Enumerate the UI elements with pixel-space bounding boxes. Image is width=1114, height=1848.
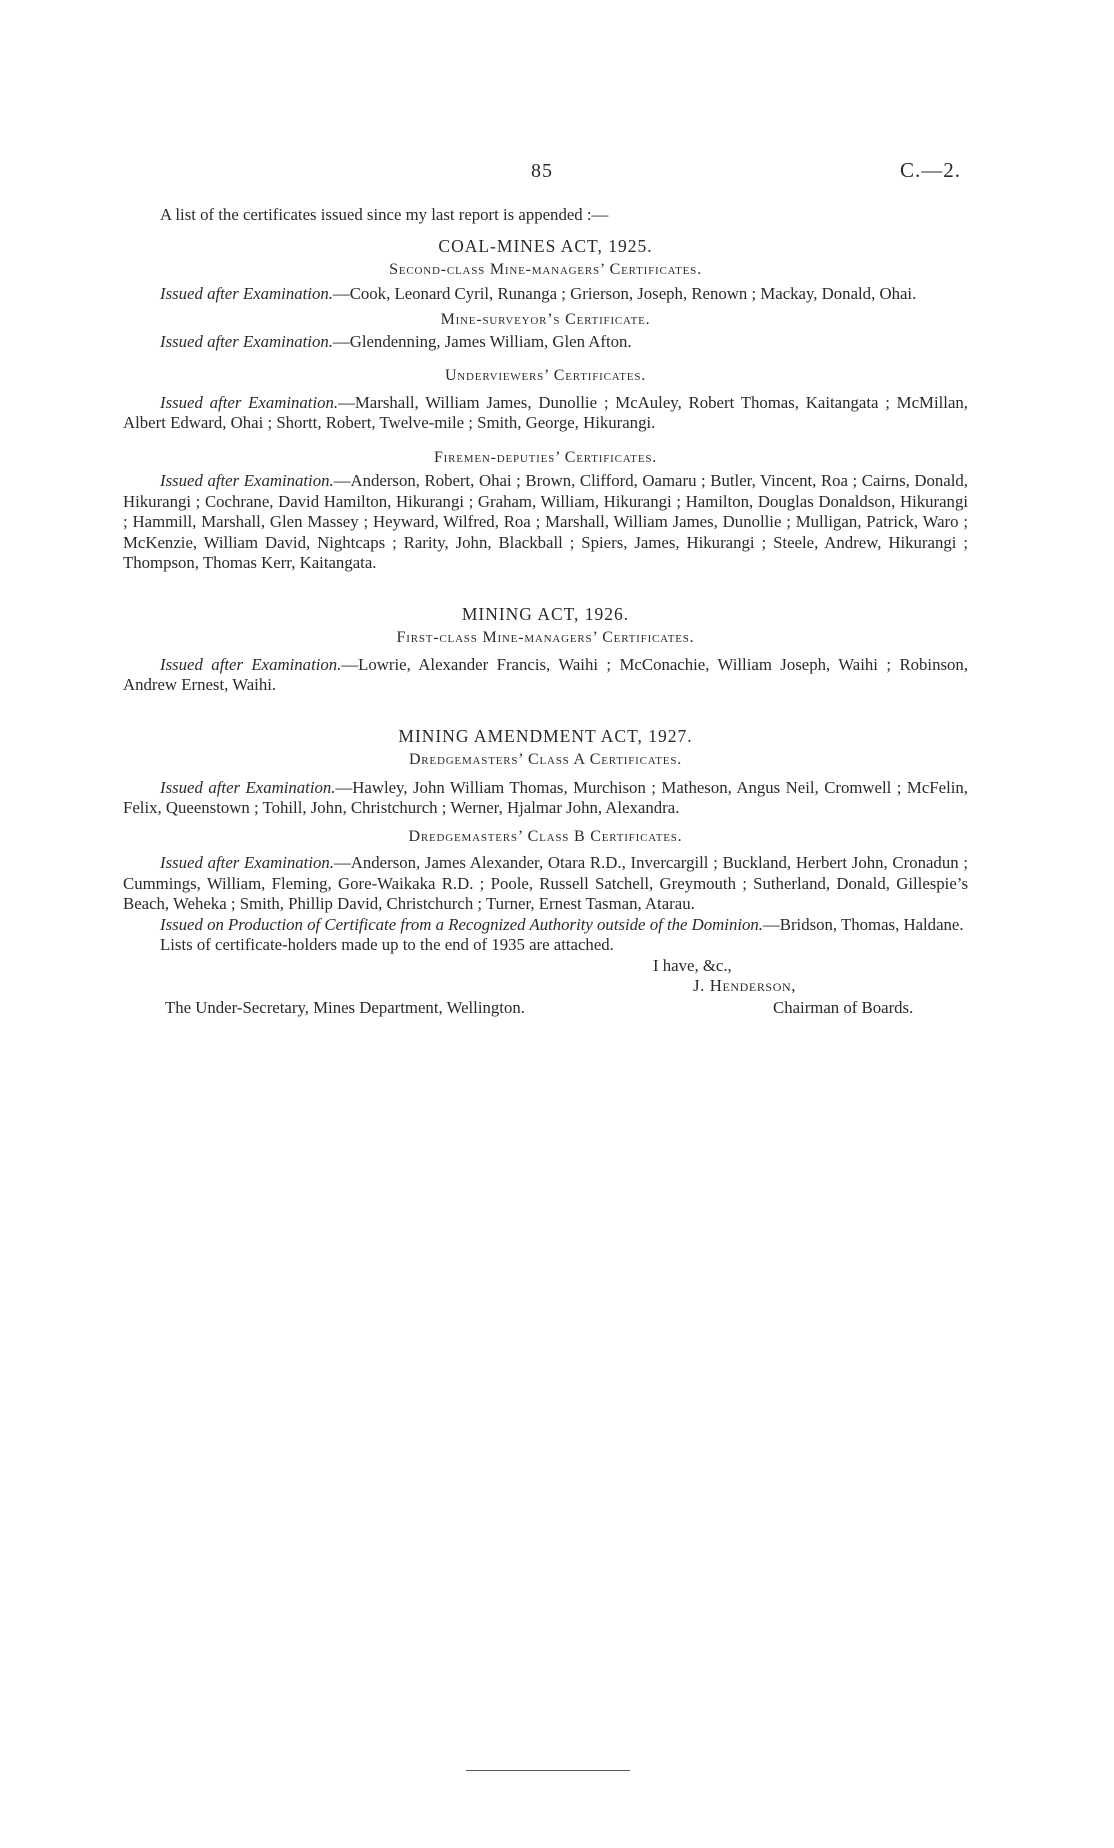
class-a-paragraph: [123, 778, 968, 819]
lead-phrase: Issued after Examination.: [160, 853, 334, 872]
second-class-paragraph: [123, 284, 968, 305]
class-b-heading: Dredgemasters’ Class B Certificates.: [408, 827, 683, 845]
signatory-title: Chairman of Boards.: [773, 997, 914, 1017]
class-a-heading: Dredgemasters’ Class A Certificates.: [408, 751, 683, 768]
first-class-paragraph: [123, 655, 968, 696]
first-class-heading: First-class Mine-managers’ Certificates.: [396, 629, 695, 646]
certificate-list: —Cook, Leonard Cyril, Runanga ; Grierson, Joseph, Renown ; Mackay, Donald, Ohai.: [332, 283, 917, 303]
salutation: I have, &c.,: [653, 955, 732, 975]
certificate-list: —Lowrie, Alexander Francis, Waihi ; McConachie, William Joseph, Waihi ; Robinson, Andrew Ernest, Waihi.: [123, 654, 968, 694]
lead-phrase: Issued after Examination.: [160, 654, 342, 674]
certificate-list: —Anderson, Robert, Ohai ; Brown, Clifford, Oamaru ; Butler, Vincent, Roa ; Cairns, Donald, Hikurangi ; Cochrane, David Hamilton, Hikurangi ; Graham, William, Hikurangi ; Hamilton, Douglas Donaldson, Hikurangi ; Hammill, Marshall, Glen Massey ; Heyward, Wilfred, Roa ; Marshall, William James, Dunollie ; Mulligan, Patrick, Waro ; McKenzie, William David, Nightcaps ; Rarity, John, Blackball ; Spiers, James, Hikurangi ; Steele, Andrew, Hikurangi ; Thompson, Thomas Kerr, Kaitangata.: [123, 471, 968, 572]
certificate-list: —Anderson, James Alexander, Otara R.D., Invercargill ; Buckland, Herbert John, Cronadun ; Cummings, William, Fleming, Gore-Waikaka R.D. ; Poole, Russell Satchell, Greymouth ; Sutherland, Donald, Gillespie’s Beach, Weheka ; Smith, Phillip David, Christchurch ; Turner, Ernest Tasman, Atarau.: [123, 853, 968, 913]
firemen-paragraph: [123, 471, 968, 574]
page-body: [123, 205, 968, 1026]
underviewers-paragraph: [123, 393, 968, 434]
mining-amendment-act-title: MINING AMENDMENT ACT, 1927.: [398, 725, 693, 746]
certificate-list: —Glendenning, James William, Glen Afton.: [332, 331, 632, 351]
certificate-list: —Bridson, Thomas, Haldane.: [762, 914, 964, 934]
lists-note: Lists of certificate-holders made up to the end of 1935 are attached.: [160, 935, 614, 954]
coal-mines-act-title: COAL-MINES ACT, 1925.: [438, 235, 653, 256]
mining-act-title: MINING ACT, 1926.: [461, 603, 630, 624]
lead-phrase: Issued after Examination.: [160, 283, 333, 303]
firemen-heading: Firemen-deputies’ Certificates.: [433, 448, 658, 466]
lead-phrase: Issued after Examination.: [160, 471, 334, 490]
intro-paragraph: A list of the certificates issued since my last report is appended :—: [160, 205, 609, 224]
signature-block: [123, 956, 968, 1026]
overseas-paragraph: [123, 915, 968, 936]
lead-phrase: Issued after Examination.: [160, 777, 336, 797]
closing-rule: [466, 1770, 630, 1771]
class-b-paragraph: [123, 853, 968, 915]
page-number: 85: [531, 160, 553, 182]
lead-phrase: Issued after Examination.: [160, 392, 339, 412]
lead-phrase: Issued after Examination.: [160, 331, 333, 351]
second-class-heading: Second-class Mine-managers’ Certificates.: [389, 261, 702, 278]
underviewers-heading: Underviewers’ Certificates.: [444, 367, 647, 384]
addressee: The Under-Secretary, Mines Department, Wellington.: [165, 997, 525, 1017]
certificate-list: —Hawley, John William Thomas, Murchison ; Matheson, Angus Neil, Cromwell ; McFelin, Felix, Queenstown ; Tohill, John, Christchurch ; Werner, Hjalmar John, Alexandra.: [123, 777, 968, 817]
document-reference: C.—2.: [900, 158, 962, 182]
certificate-list: —Marshall, William James, Dunollie ; McAuley, Robert Thomas, Kaitangata ; McMillan, Albert Edward, Ohai ; Shortt, Robert, Twelve-mile ; Smith, George, Hikurangi.: [123, 392, 968, 432]
lead-phrase: Issued on Production of Certificate from a Recognized Authority outside of the Dominion.: [160, 914, 763, 934]
surveyor-heading: Mine-surveyor’s Certificate.: [440, 311, 651, 328]
surveyor-paragraph: [123, 332, 968, 353]
signatory-name: J. Henderson,: [693, 975, 797, 995]
